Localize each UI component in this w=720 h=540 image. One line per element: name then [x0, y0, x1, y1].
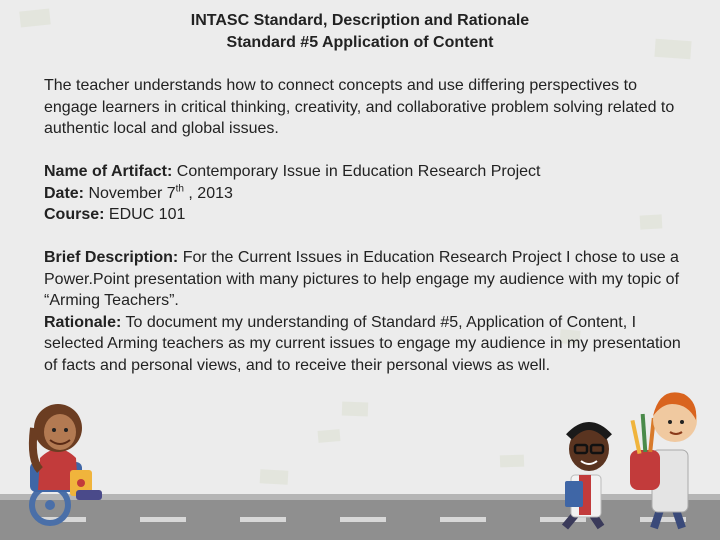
artifact-date	[44, 183, 684, 205]
rationale-label: Rationale:	[44, 313, 122, 331]
decor-note	[342, 402, 368, 417]
title-line-2: Standard #5 Application of Content	[226, 34, 494, 51]
artifact-name-value: Contemporary Issue in Education Research Project	[172, 163, 541, 180]
artifact-date-label: Date:	[44, 184, 85, 202]
artifact-date-value: November 7	[84, 184, 176, 202]
student-in-wheelchair-illustration	[20, 400, 110, 530]
main-content	[44, 75, 684, 376]
title-line-1: INTASC Standard, Description and Rationale	[190, 12, 530, 29]
brief-description-label: Brief Description:	[44, 249, 179, 266]
rationale-text: To document my understanding of Standard #5, Application of Content, I selected Arming teachers as my current issues to engage my audience in my presentation of facts and personal views, and to receive their personal views as well.	[44, 313, 681, 374]
page-title	[0, 10, 720, 54]
standard-description: The teacher understands how to connect concepts and use differing perspectives to engage learners in critical thinking, creativity, and collaborative problem solving related to authentic local and global issues.	[44, 77, 675, 137]
decor-note	[500, 455, 524, 468]
decor-note	[260, 469, 289, 484]
brief-description-text: For the Current Issues in Education Research Project I chose to use a Power.Point presentation with many pictures to help engage my audience with my topic of “Arming Teachers”.	[44, 249, 680, 309]
student-with-backpack-illustration	[620, 380, 700, 530]
brief-description	[44, 247, 684, 312]
decor-note	[318, 429, 341, 443]
artifact-name-label: Name of Artifact:	[44, 163, 173, 180]
artifact-date-year: , 2013	[183, 184, 233, 202]
artifact-date-suffix: th	[175, 183, 184, 195]
artifact-course	[44, 204, 684, 226]
artifact-course-label: Course:	[44, 206, 105, 223]
rationale	[44, 312, 684, 377]
artifact-course-value: EDUC 101	[104, 206, 186, 223]
artifact-name	[44, 161, 684, 183]
student-with-glasses-illustration	[555, 415, 625, 530]
